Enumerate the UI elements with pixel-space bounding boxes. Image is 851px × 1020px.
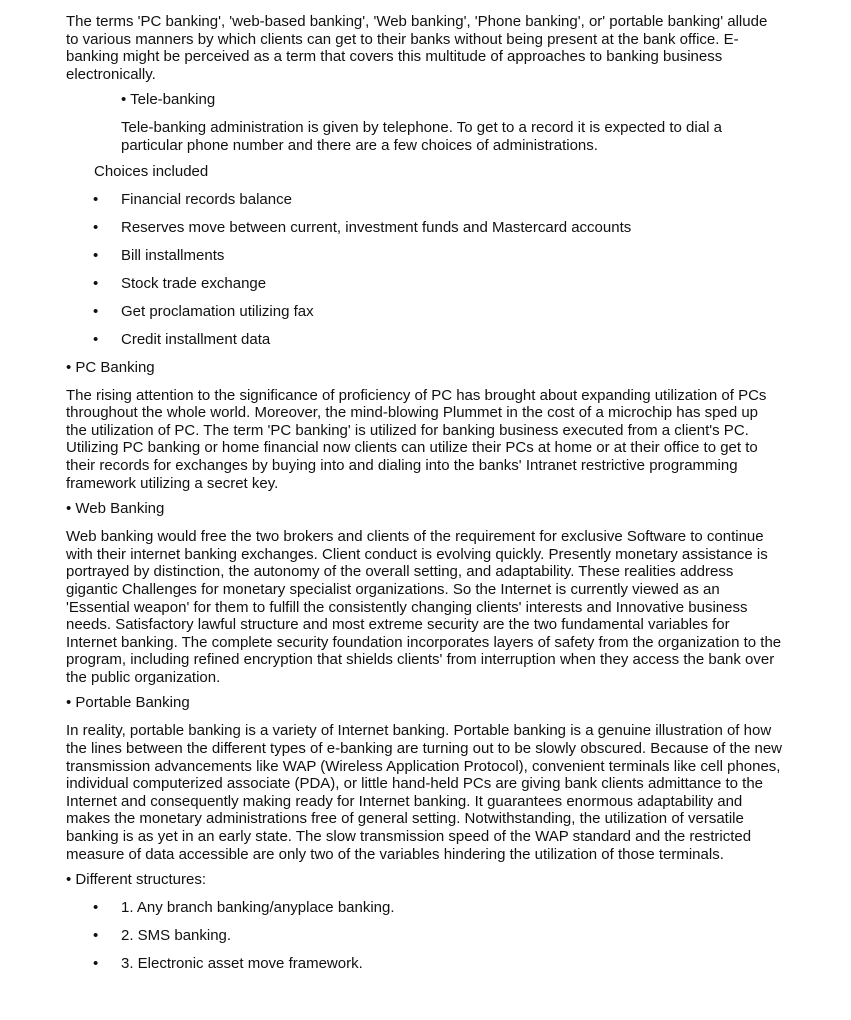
list-item-text: 1. Any branch banking/anyplace banking. xyxy=(121,899,395,917)
choices-list xyxy=(66,191,782,349)
intro-paragraph: The terms 'PC banking', 'web-based banking', 'Web banking', 'Phone banking', or' portable banking' allude to various manners by which clients can get to their banks without being present at the bank office. E-banking might be perceived as a term that covers this multitude of approaches to banking business electronically. xyxy=(66,13,768,83)
pc-banking-heading: • PC Banking xyxy=(66,358,155,376)
list-item xyxy=(66,247,782,265)
list-item-text: 2. SMS banking. xyxy=(121,927,232,945)
bullet-icon: • xyxy=(93,190,99,208)
tele-banking-heading: • Tele-banking xyxy=(121,91,216,109)
portable-banking-heading: • Portable Banking xyxy=(66,694,190,712)
list-item-text: 3. Electronic asset move framework. xyxy=(121,955,363,973)
bullet-icon: • xyxy=(93,302,99,320)
list-item-text: Get proclamation utilizing fax xyxy=(121,302,314,320)
list-item-text: Reserves move between current, investment funds and Mastercard accounts xyxy=(121,218,632,236)
list-item-text: Financial records balance xyxy=(121,190,292,208)
list-item-text: Bill installments xyxy=(121,246,225,264)
list-item xyxy=(66,331,782,349)
document-page xyxy=(66,13,782,983)
choices-label: Choices included xyxy=(94,162,209,180)
list-item-text: Stock trade exchange xyxy=(121,274,267,292)
pc-banking-body: The rising attention to the significance of proficiency of PC has brought about expanding utilization of PCs throughout the whole world. Moreover, the mind-blowing Plummet in the cost of a microchip has sped up the utilization of PC. The term 'PC banking' is utilized for banking business executed from a client's PC. Utilizing PC banking or home financial now clients can utilize their PCs at home or at their office to get to their records for exchanges by buying into and dialing into the banks' Intranet restrictive programming framework utilizing a secret key. xyxy=(66,386,767,492)
list-item xyxy=(66,303,782,321)
bullet-icon: • xyxy=(93,246,99,264)
list-item xyxy=(66,191,782,209)
bullet-icon: • xyxy=(93,274,99,292)
list-item xyxy=(66,927,782,945)
list-item-text: Credit installment data xyxy=(121,330,271,348)
different-structures-list xyxy=(66,899,782,973)
list-item xyxy=(66,219,782,237)
different-structures-heading: • Different structures: xyxy=(66,871,207,889)
bullet-icon: • xyxy=(93,955,99,973)
tele-banking-body: Tele-banking administration is given by telephone. To get to a record it is expected to dial a particular phone number and there are a few choices of administrations. xyxy=(121,119,722,154)
bullet-icon: • xyxy=(93,218,99,236)
bullet-icon: • xyxy=(93,330,99,348)
bullet-icon: • xyxy=(93,899,99,917)
list-item xyxy=(66,955,782,973)
web-banking-body: Web banking would free the two brokers and clients of the requirement for exclusive Software to continue with their internet banking exchanges. Client conduct is evolving quickly. Presently monetary assistance is portrayed by distinction, the autonomy of the overall setting, and adaptability. These realities address gigantic Challenges for monetary specialist organizations. So the Internet is currently viewed as an 'Essential weapon' for them to fulfill the consistently changing clients' interests and Innovative business needs. Satisfactory lawful structure and most extreme security are the two fundamental variables for Internet banking. The complete security foundation incorporates layers of safety from the organization to the program, including refined encryption that shields clients' from interruption when they access the bank over the public organization. xyxy=(66,528,782,686)
list-item xyxy=(66,275,782,293)
web-banking-heading: • Web Banking xyxy=(66,500,165,518)
bullet-icon: • xyxy=(93,927,99,945)
list-item xyxy=(66,899,782,917)
portable-banking-body: In reality, portable banking is a variety of Internet banking. Portable banking is a genuine illustration of how the lines between the different types of e-banking are turning out to be slowly obscured. Because of the new transmission advancements like WAP (Wireless Application Protocol), convenient terminals like cell phones, individual computerized associate (PDA), or little hand-held PCs are giving bank clients admittance to the Internet and consequently making ready for Internet banking. It guarantees enormous adaptability and makes the monetary administrations free of general setting. Notwithstanding, the utilization of versatile banking is as yet in an early state. The slow transmission speed of the WAP standard and the restricted measure of data accessible are only two of the variables hindering the utilization of those terminals. xyxy=(66,722,783,863)
